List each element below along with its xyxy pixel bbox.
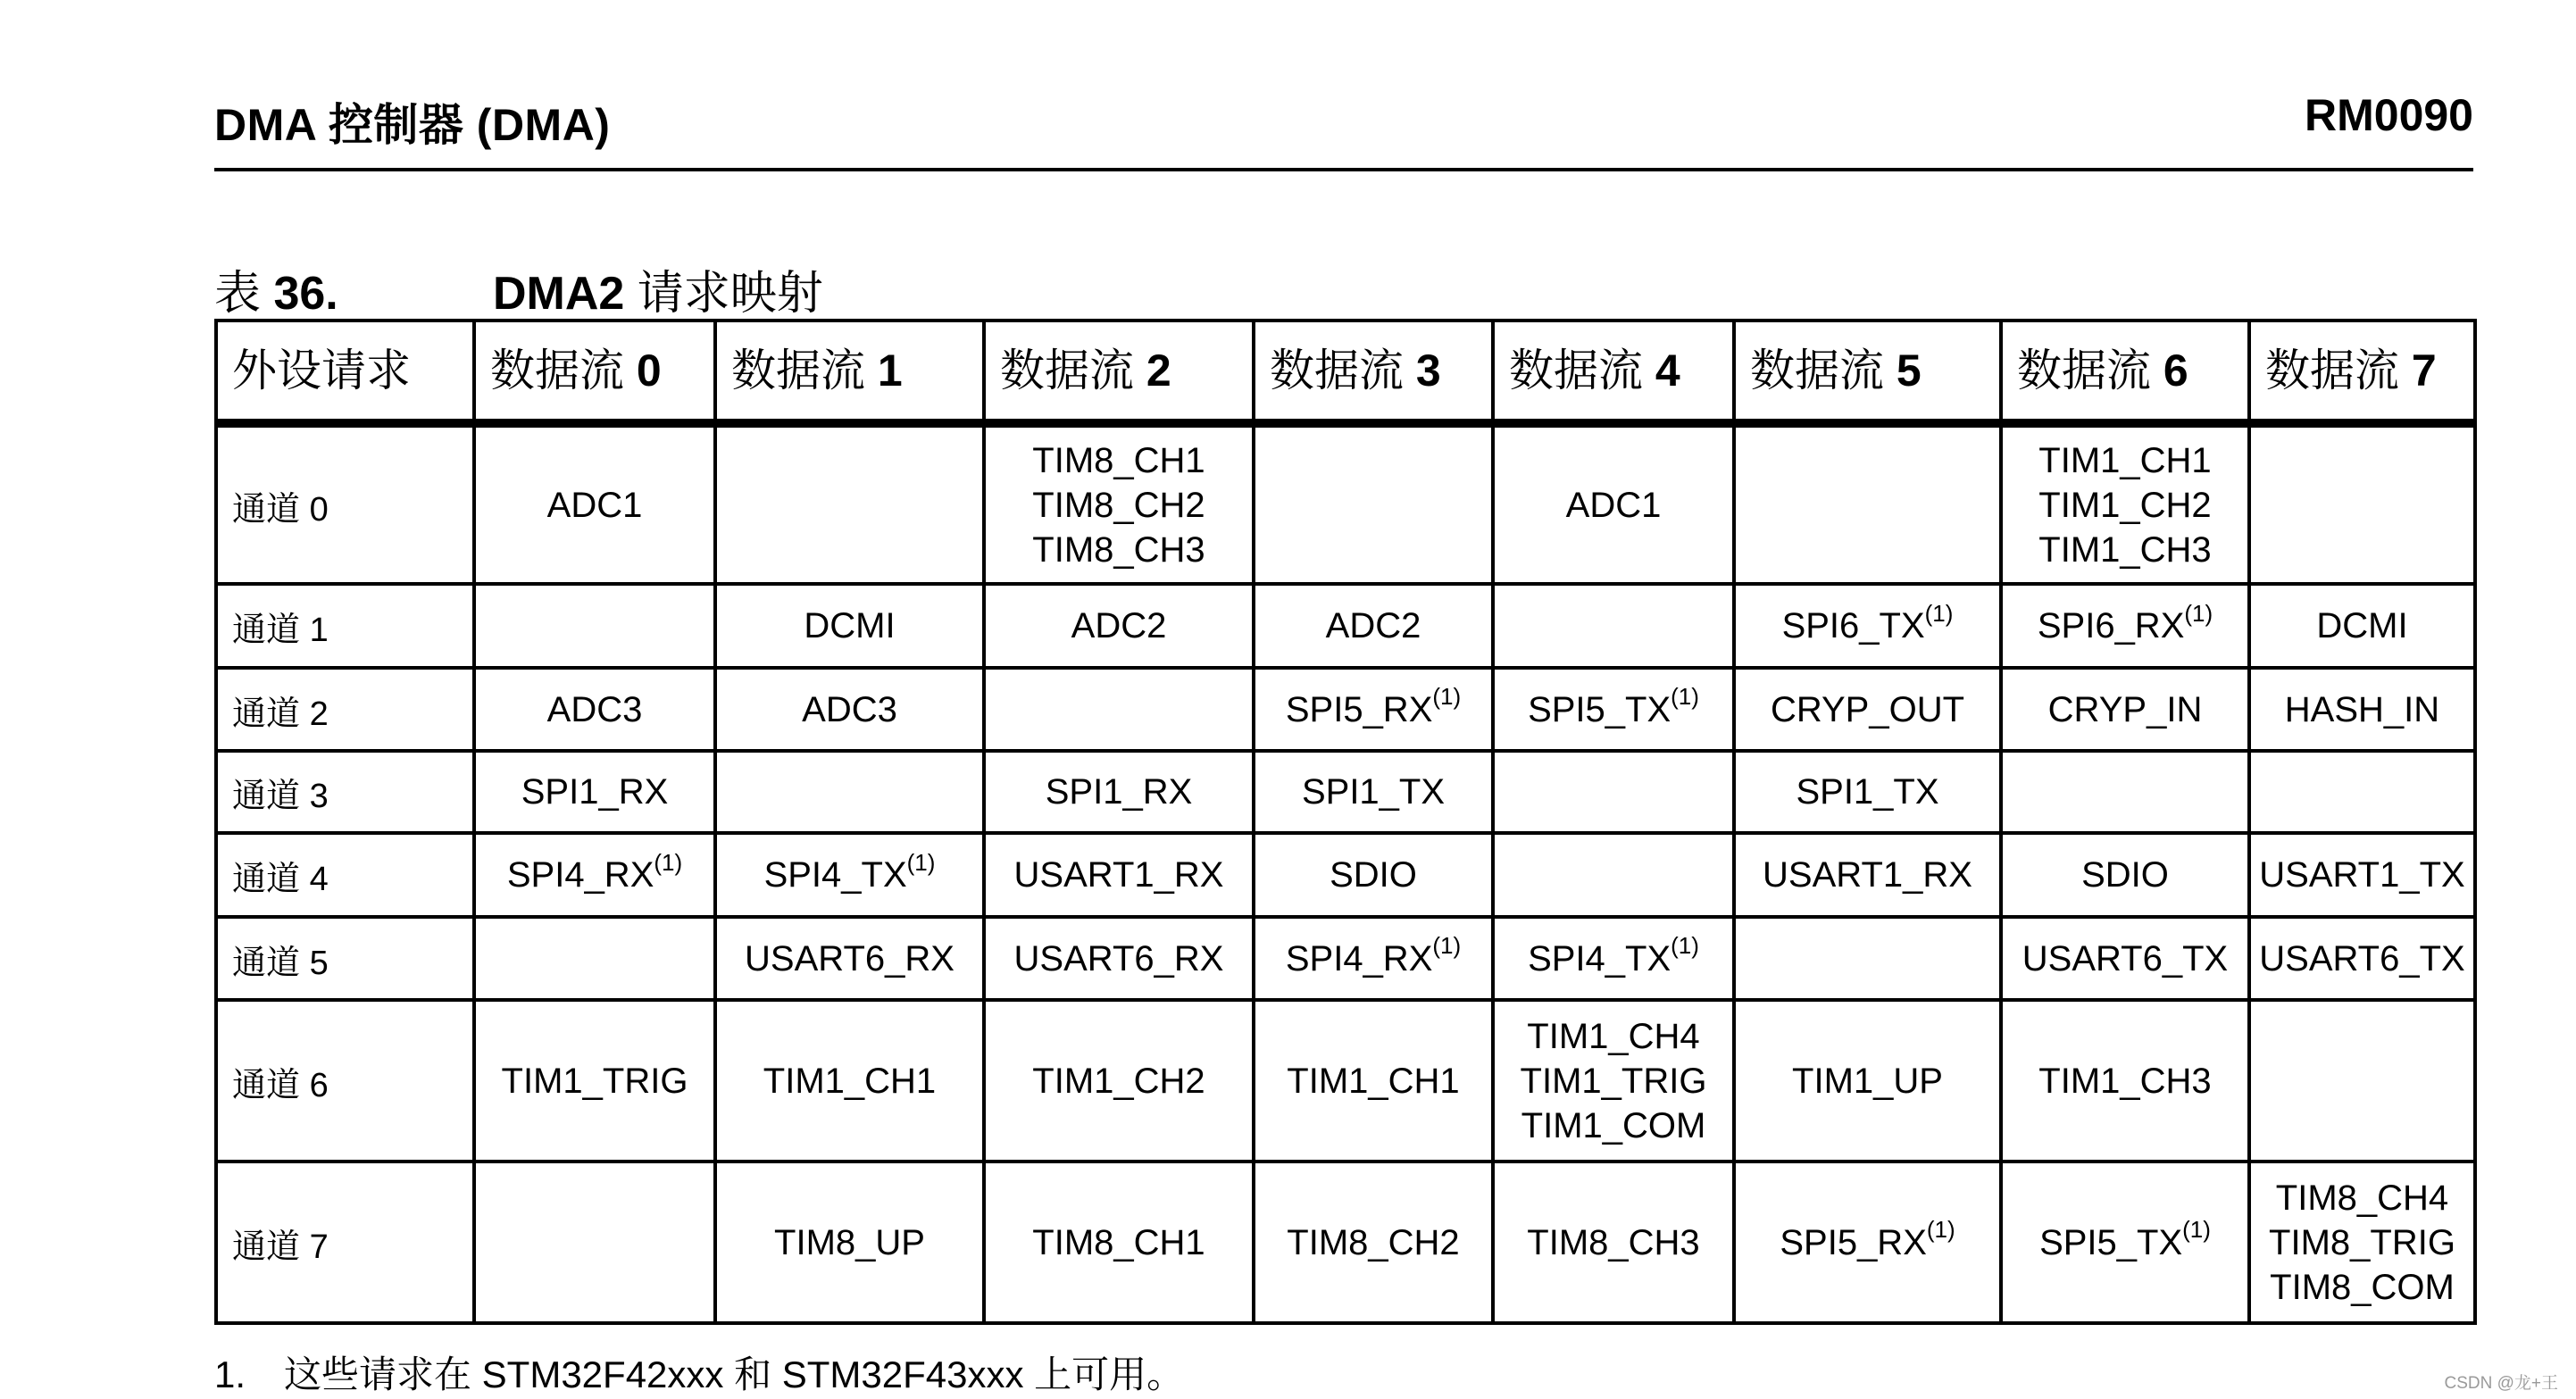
- mapping-cell: [1254, 1000, 1493, 1162]
- table-number: 表 36.: [214, 268, 338, 320]
- footnote-text: 这些请求在 STM32F42xxx 和 STM32F43xxx 上可用。: [284, 1353, 1185, 1395]
- channel-label-0: 通道 0: [216, 423, 474, 584]
- mapping-cell: [1493, 751, 1734, 833]
- stream-header-5: 数据流 5: [1734, 321, 2001, 423]
- request-name: USART6_TX: [2022, 938, 2229, 978]
- mapping-cell: [984, 833, 1254, 917]
- channel-label-5: 通道 5: [216, 917, 474, 1000]
- peripheral-request-header: 外设请求: [216, 321, 474, 423]
- mapping-cell: [715, 833, 984, 917]
- mapping-cell: [2249, 917, 2475, 1000]
- request-name: ADC2: [1325, 606, 1421, 645]
- mapping-cell: [2249, 833, 2475, 917]
- mapping-cell: [984, 751, 1254, 833]
- request-name: USART1_RX: [1763, 855, 1972, 895]
- mapping-cell: [715, 751, 984, 833]
- request-name: ADC1: [546, 485, 643, 525]
- request-name: TIM8_CH3: [1527, 1222, 1700, 1262]
- mapping-cell: [984, 584, 1254, 668]
- channel-label-2: 通道 2: [216, 668, 474, 751]
- table-body: [216, 423, 2475, 1323]
- request-name: TIM1_CH1: [763, 1061, 937, 1101]
- request-name: ADC2: [1071, 606, 1167, 645]
- mapping-cell: [1734, 751, 2001, 833]
- mapping-cell: [1734, 1000, 2001, 1162]
- request-name: CRYP_OUT: [1770, 689, 1965, 729]
- request-name: TIM8_CH2: [1032, 485, 1205, 525]
- mapping-cell: [2001, 584, 2249, 668]
- mapping-cell: [474, 1162, 715, 1323]
- request-name: TIM8_UP: [774, 1222, 925, 1262]
- footnote-ref: (1): [2182, 1216, 2211, 1244]
- mapping-cell: [1493, 423, 1734, 584]
- mapping-cell: [1734, 833, 2001, 917]
- mapping-cell: [2249, 423, 2475, 584]
- mapping-cell: [474, 833, 715, 917]
- request-name: TIM8_CH2: [1287, 1222, 1460, 1262]
- table-row: [216, 751, 2475, 833]
- request-name: SPI5_TX$^{(1)}$: [1528, 683, 1699, 729]
- request-name: TIM8_CH1: [1032, 1222, 1205, 1262]
- footnote-ref: (1): [1926, 1216, 1955, 1244]
- mapping-cell: [715, 423, 984, 584]
- stream-header-3: 数据流 3: [1254, 321, 1493, 423]
- channel-label-7: 通道 7: [216, 1162, 474, 1323]
- mapping-cell: [715, 1000, 984, 1162]
- request-name: SDIO: [1330, 855, 1417, 895]
- watermark: CSDN @龙+王: [2444, 1374, 2558, 1393]
- mapping-cell: [715, 1162, 984, 1323]
- request-name: TIM1_CH4: [1527, 1016, 1700, 1056]
- table-row: [216, 917, 2475, 1000]
- mapping-cell: [715, 668, 984, 751]
- mapping-cell: [2249, 751, 2475, 833]
- table-row: [216, 423, 2475, 584]
- mapping-cell: [2001, 917, 2249, 1000]
- request-name: SPI5_RX$^{(1)}$: [1285, 683, 1462, 729]
- table-name: DMA2 请求映射: [493, 268, 823, 320]
- request-name: TIM8_CH3: [1032, 529, 1205, 570]
- request-name: SDIO: [2081, 855, 2169, 895]
- document-id: RM0090: [2305, 90, 2473, 140]
- mapping-cell: [1254, 584, 1493, 668]
- mapping-cell: [2001, 1000, 2249, 1162]
- mapping-cell: [1254, 833, 1493, 917]
- mapping-cell: [2001, 1162, 2249, 1323]
- footnote-ref: (1): [906, 848, 936, 876]
- mapping-cell: [1254, 423, 1493, 584]
- request-name: SPI4_RX$^{(1)}$: [1285, 932, 1462, 978]
- request-name: SPI5_RX$^{(1)}$: [1780, 1216, 1955, 1262]
- mapping-cell: [1254, 917, 1493, 1000]
- footnote-ref: (1): [1671, 683, 1699, 711]
- mapping-cell: [1254, 1162, 1493, 1323]
- mapping-cell: [2249, 1000, 2475, 1162]
- mapping-cell: [1254, 668, 1493, 751]
- mapping-cell: [1493, 833, 1734, 917]
- request-name: HASH_IN: [2284, 689, 2440, 729]
- mapping-cell: [474, 751, 715, 833]
- request-name: TIM8_COM: [2270, 1267, 2455, 1307]
- channel-label-6: 通道 6: [216, 1000, 474, 1162]
- request-name: USART1_RX: [1013, 855, 1224, 895]
- mapping-cell: [2001, 751, 2249, 833]
- footnote-ref: (1): [654, 848, 683, 876]
- mapping-cell: [1493, 668, 1734, 751]
- request-name: TIM8_CH4: [2275, 1178, 2449, 1218]
- stream-header-2: 数据流 2: [984, 321, 1254, 423]
- mapping-cell: [984, 423, 1254, 584]
- stream-header-1: 数据流 1: [715, 321, 984, 423]
- mapping-cell: [1493, 584, 1734, 668]
- mapping-cell: [1493, 1162, 1734, 1323]
- request-name: USART6_TX: [2259, 938, 2465, 978]
- table-row: [216, 1162, 2475, 1323]
- footnote-index: 1.: [214, 1353, 246, 1395]
- request-name: DCMI: [804, 606, 896, 645]
- request-name: TIM1_CH3: [2038, 1061, 2212, 1101]
- mapping-cell: [2001, 833, 2249, 917]
- stream-header-4: 数据流 4: [1493, 321, 1734, 423]
- channel-label-3: 通道 3: [216, 751, 474, 833]
- request-name: TIM1_COM: [1521, 1105, 1706, 1145]
- mapping-cell: [2249, 584, 2475, 668]
- request-name: TIM1_UP: [1792, 1061, 1943, 1101]
- mapping-cell: [715, 917, 984, 1000]
- request-name: ADC1: [1565, 485, 1662, 525]
- request-name: TIM8_CH1: [1032, 440, 1205, 480]
- section-title: DMA 控制器 (DMA): [214, 100, 611, 150]
- table-row: [216, 833, 2475, 917]
- footnote-ref: (1): [1432, 683, 1462, 711]
- mapping-cell: [984, 917, 1254, 1000]
- mapping-cell: [2001, 668, 2249, 751]
- page-header: [214, 89, 2473, 171]
- request-name: SPI4_TX$^{(1)}$: [1528, 932, 1699, 978]
- request-name: TIM8_TRIG: [2269, 1222, 2455, 1262]
- footnote-ref: (1): [1924, 599, 1954, 627]
- request-name: SPI1_TX: [1301, 772, 1446, 812]
- mapping-cell: [474, 917, 715, 1000]
- mapping-cell: [2001, 423, 2249, 584]
- mapping-cell: [715, 584, 984, 668]
- request-name: TIM1_CH2: [2038, 485, 2212, 525]
- mapping-cell: [1734, 423, 2001, 584]
- request-name: SPI1_RX: [521, 772, 669, 812]
- footnote: [214, 1345, 1184, 1399]
- table-row: [216, 584, 2475, 668]
- request-name: CRYP_IN: [2047, 689, 2203, 729]
- channel-label-4: 通道 4: [216, 833, 474, 917]
- mapping-cell: [1734, 1162, 2001, 1323]
- footnote-ref: (1): [1432, 932, 1462, 960]
- mapping-cell: [474, 423, 715, 584]
- table-row: [216, 668, 2475, 751]
- mapping-cell: [1734, 917, 2001, 1000]
- mapping-cell: [1734, 584, 2001, 668]
- request-name: USART1_TX: [2259, 855, 2465, 895]
- mapping-cell: [474, 668, 715, 751]
- mapping-cell: [984, 668, 1254, 751]
- mapping-cell: [1254, 751, 1493, 833]
- header-row: [216, 321, 2475, 423]
- stream-header-7: 数据流 7: [2249, 321, 2475, 423]
- request-name: SPI1_TX: [1796, 772, 1939, 812]
- mapping-cell: [2249, 668, 2475, 751]
- request-name: ADC3: [802, 689, 897, 729]
- request-name: USART6_RX: [745, 938, 955, 978]
- request-name: SPI4_TX$^{(1)}$: [763, 848, 936, 895]
- request-name: USART6_RX: [1013, 938, 1224, 978]
- channel-label-1: 通道 1: [216, 584, 474, 668]
- mapping-cell: [1493, 917, 1734, 1000]
- request-name: TIM1_CH1: [1287, 1061, 1460, 1101]
- footnote-ref: (1): [2184, 599, 2213, 627]
- footnote-ref: (1): [1671, 932, 1699, 960]
- stream-header-0: 数据流 0: [474, 321, 715, 423]
- request-name: TIM1_TRIG: [1520, 1061, 1707, 1101]
- request-name: DCMI: [2316, 606, 2408, 645]
- request-name: TIM1_CH3: [2038, 529, 2212, 570]
- request-name: SPI6_TX$^{(1)}$: [1781, 599, 1954, 645]
- mapping-cell: [1734, 668, 2001, 751]
- mapping-cell: [474, 584, 715, 668]
- table-row: [216, 1000, 2475, 1162]
- dma2-request-mapping-table: [214, 319, 2477, 1325]
- mapping-cell: [474, 1000, 715, 1162]
- mapping-cell: [1493, 1000, 1734, 1162]
- request-name: SPI6_RX$^{(1)}$: [2037, 599, 2213, 645]
- mapping-cell: [984, 1000, 1254, 1162]
- mapping-cell: [984, 1162, 1254, 1323]
- request-name: ADC3: [546, 689, 643, 729]
- request-name: SPI5_TX$^{(1)}$: [2039, 1216, 2211, 1262]
- request-name: TIM1_CH2: [1032, 1061, 1205, 1101]
- mapping-cell: [2249, 1162, 2475, 1323]
- request-name: SPI4_RX$^{(1)}$: [506, 848, 683, 895]
- stream-header-6: 数据流 6: [2001, 321, 2249, 423]
- request-name: SPI1_RX: [1045, 772, 1193, 812]
- request-name: TIM1_TRIG: [501, 1061, 688, 1101]
- request-name: TIM1_CH1: [2038, 440, 2212, 480]
